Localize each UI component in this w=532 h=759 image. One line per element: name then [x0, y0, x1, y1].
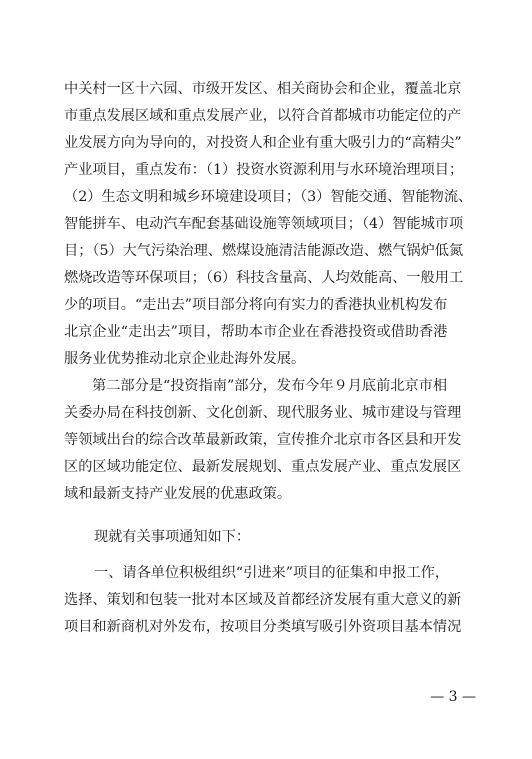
- text-line: 业发展方向为导向的，对投资人和企业有重大吸引力的“高精尖”: [64, 135, 462, 151]
- text-line: 等领域出台的综合改革最新政策，宣传推介北京市各区县和开发: [64, 432, 462, 448]
- text-line: 选择、策划和包装一批对本区域及首都经济发展有重大意义的新: [64, 592, 462, 608]
- text-line: 燃烧改造等环保项目；（6）科技含量高、人均效能高、一般用工: [64, 270, 464, 286]
- text-line: 中关村一区十六园、市级开发区、相关商协会和企业，覆盖北京: [64, 81, 462, 97]
- text-line: 少的项目。“走出去”项目部分将向有实力的香港执业机构发布: [64, 297, 448, 313]
- paragraph-start-line: 一、请各单位积极组织“引进来”项目的征集和申报工作，: [94, 565, 450, 581]
- text-line: 区的区域功能定位、最新发展规划、重点发展产业、重点发展区: [64, 459, 462, 475]
- paragraph-start-line: 第二部分是“投资指南”部分，发布今年９月底前北京市相: [92, 378, 448, 394]
- text-line: 项目和新商机对外发布，按项目分类填写吸引外资项目基本情况: [64, 619, 462, 635]
- text-line: 北京企业“走出去”项目，帮助本市企业在香港投资或借助香港: [64, 324, 448, 340]
- text-line: 目；（5）大气污染治理、燃煤设施清洁能源改造、燃气锅炉低氮: [64, 243, 464, 259]
- text-line: 关委办局在科技创新、文化创新、现代服务业、城市建设与管理: [64, 405, 462, 421]
- text-line: 智能拼车、电动汽车配套基础设施等领域项目；（4）智能城市项: [64, 216, 464, 232]
- text-line: 产业项目，重点发布：（1）投资水资源利用与水环境治理项目；: [64, 162, 464, 178]
- page-number: — 3 —: [430, 689, 476, 705]
- text-line: 域和最新支持产业发展的优惠政策。: [64, 486, 292, 502]
- paragraph-start-line: 现就有关事项通知如下：: [94, 529, 251, 545]
- text-line: 服务业优势推动北京企业赴海外发展。: [64, 351, 306, 367]
- text-line: 市重点发展区域和重点发展产业，以符合首都城市功能定位的产: [64, 108, 462, 124]
- text-line: （2）生态文明和城乡环境建设项目；（3）智能交通、智能物流、: [64, 189, 473, 205]
